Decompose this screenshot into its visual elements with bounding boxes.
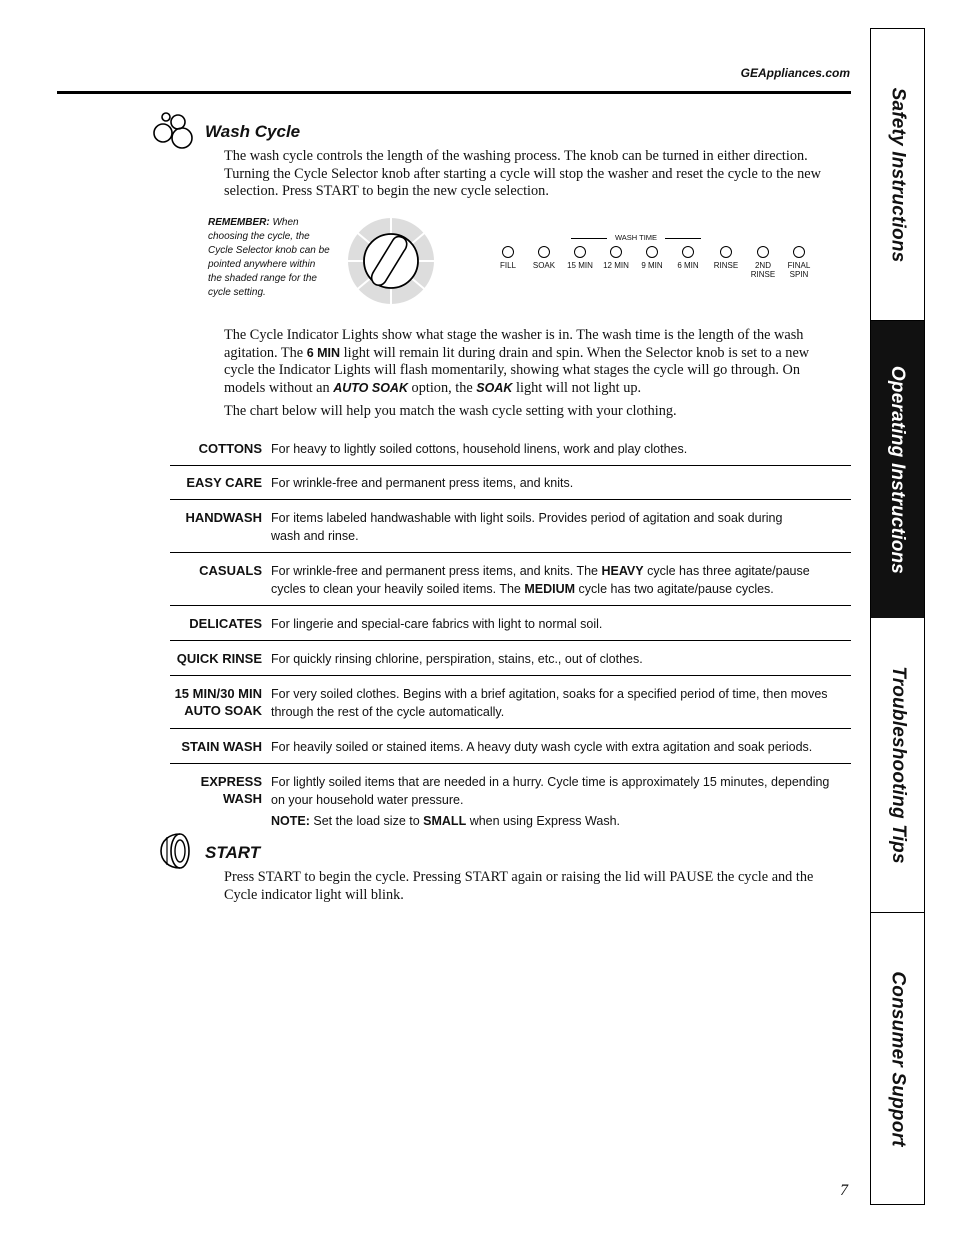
table-row (170, 606, 851, 641)
text-run: AUTO SOAK (184, 703, 262, 718)
light-label: FINAL (787, 261, 811, 270)
cycle-description (271, 509, 851, 545)
cycle-indicator-lights (493, 228, 823, 288)
light-rinse (708, 246, 744, 270)
cycle-description: For quickly rinsing chlorine, perspiration, stains, etc., out of clothes. (271, 652, 643, 666)
tab-label: Safety Instructions (887, 87, 909, 262)
text-run: 15 MIN/30 MIN (174, 686, 262, 701)
cycle-description (271, 562, 851, 598)
light-label: SPIN (789, 270, 809, 279)
light-12-min (598, 246, 634, 270)
text-run: through the rest of the cycle automatically. (271, 705, 505, 719)
remember-note (208, 216, 330, 300)
light-label: 9 MIN (641, 261, 663, 270)
light-label: 12 MIN (603, 261, 629, 270)
text-run: For lightly soiled items that are needed in a hurry. Cycle time is approximately 15 minutes, depending (271, 775, 830, 789)
cycle-name: QUICK RINSE (176, 651, 262, 666)
tab-troubleshooting-tips[interactable] (871, 618, 924, 913)
light-label: RINSE (713, 261, 739, 270)
table-row (170, 764, 851, 837)
cycle-settings-table (170, 437, 851, 837)
indicator-light-icon (757, 246, 769, 258)
start-heading: START (205, 843, 261, 862)
remember-text: When choosing the cycle, the Cycle Selector knob can be pointed anywhere within the shaded range for the cycle setting. (208, 217, 330, 298)
start-text: Press START to begin the cycle. Pressing START again or raising the lid will PAUSE the cycle and the Cycle indicator light will blink. (224, 869, 814, 903)
light-2nd-rinse (745, 246, 781, 279)
text-run: light will remain lit during drain and spin. When the Selector knob is set to a new cycle the Indicator Lights will flash momentarily, showing what stages the cycle will go through. On models without an (224, 344, 810, 396)
indicator-explanation (224, 327, 838, 397)
cycle-description: For wrinkle-free and permanent press items, and knits. (271, 476, 574, 490)
table-row (170, 676, 851, 729)
light-soak (526, 246, 562, 270)
indicator-light-icon (682, 246, 694, 258)
text-run: For wrinkle-free and permanent press items, and knits. The (271, 564, 602, 578)
text-bold: AUTO SOAK (333, 380, 408, 395)
text-run: For items labeled handwashable with light soils. Provides period of agitation and soak during (271, 511, 783, 525)
light-fill (490, 246, 526, 270)
text-run: option, the (407, 379, 477, 396)
chart-intro: The chart below will help you match the wash cycle setting with your clothing. (224, 403, 677, 419)
light-final-spin (781, 246, 817, 279)
text-run: when using Express Wash. (466, 814, 620, 828)
text-bold: 6 MIN (306, 345, 341, 360)
light-15-min (562, 246, 598, 270)
indicator-light-icon (502, 246, 514, 258)
cycle-description (271, 685, 851, 721)
indicator-light-icon (720, 246, 732, 258)
tab-label: Consumer Support (887, 970, 909, 1147)
tab-label: Troubleshooting Tips (887, 666, 909, 864)
cycle-selector-knob-icon (338, 216, 444, 306)
wash-cycle-heading: Wash Cycle (205, 122, 301, 141)
table-row (170, 500, 851, 553)
indicator-light-icon (646, 246, 658, 258)
table-row (170, 641, 851, 676)
indicator-light-icon (538, 246, 550, 258)
text-run: Set the load size to (309, 814, 424, 828)
table-row (170, 553, 851, 606)
cycle-name: COTTONS (198, 441, 262, 456)
text-run: on your household water pressure. (271, 793, 464, 807)
cycle-name (154, 685, 271, 721)
website-url: GEAppliances.com (740, 66, 850, 80)
table-row (170, 437, 851, 466)
light-label: 15 MIN (567, 261, 593, 270)
cycle-name: EASY CARE (186, 475, 262, 490)
text-bold: HEAVY (601, 564, 644, 578)
indicator-light-icon (793, 246, 805, 258)
section-tabs (870, 28, 925, 1205)
cycle-name: EXPRESS WASH (200, 774, 262, 806)
cycle-name: CASUALS (199, 563, 262, 578)
cycle-description: For heavily soiled or stained items. A heavy duty wash cycle with extra agitation and soak periods. (271, 740, 813, 754)
light-label: SOAK (532, 261, 556, 270)
note-label: NOTE: (271, 814, 310, 828)
table-row (170, 466, 851, 500)
table-row (170, 729, 851, 764)
bubbles-icon (152, 111, 196, 151)
indicator-light-icon (610, 246, 622, 258)
light-6-min (670, 246, 706, 270)
tab-operating-instructions[interactable] (871, 321, 924, 618)
tab-consumer-support[interactable] (871, 913, 924, 1204)
light-9-min (634, 246, 670, 270)
tab-label: Operating Instructions (887, 365, 909, 574)
cycle-description (271, 773, 851, 830)
wash-time-label: WASH TIME (571, 232, 701, 244)
cycle-name: DELICATES (189, 616, 262, 631)
remember-label: REMEMBER: (208, 217, 270, 228)
light-label: FILL (499, 261, 516, 270)
cycle-name: STAIN WASH (181, 739, 262, 754)
text-bold: SMALL (423, 814, 467, 828)
express-wash-note (271, 812, 845, 830)
text-bold: SOAK (476, 380, 513, 395)
text-run: The Cycle Indicator Lights show what stage the washer is in. The wash time is the length of the wash agitation. The (224, 327, 804, 361)
text-run: light will not light up. (512, 379, 642, 396)
light-label: 6 MIN (677, 261, 699, 270)
cycle-description: For heavy to lightly soiled cottons, household linens, work and play clothes. (271, 442, 688, 456)
header-rule (57, 91, 851, 94)
text-run: cycle has two agitate/pause cycles. (575, 582, 774, 596)
tab-safety-instructions[interactable] (871, 29, 924, 321)
start-button-icon (157, 831, 193, 871)
cycle-description: For lingerie and special-care fabrics with light to normal soil. (271, 617, 603, 631)
text-run: For very soiled clothes. Begins with a brief agitation, soaks for a specified period of time, then moves (271, 687, 828, 701)
text-bold: MEDIUM (524, 582, 576, 596)
indicator-light-icon (574, 246, 586, 258)
wash-cycle-intro: The wash cycle controls the length of the washing process. The knob can be turned in either direction. Turning the Cycle Selector knob after starting a cycle will stop the washer and reset the cycle to the new selection. Press START to begin the new cycle selection. (224, 148, 821, 199)
light-label: 2ND (754, 261, 771, 270)
cycle-name: HANDWASH (185, 510, 262, 525)
light-label: RINSE (750, 270, 776, 279)
page-number: 7 (840, 1182, 848, 1199)
text-run: wash and rinse. (271, 529, 359, 543)
text-run: cycle has three agitate/pause cycles to clean your heavily soiled items. The (271, 564, 810, 596)
